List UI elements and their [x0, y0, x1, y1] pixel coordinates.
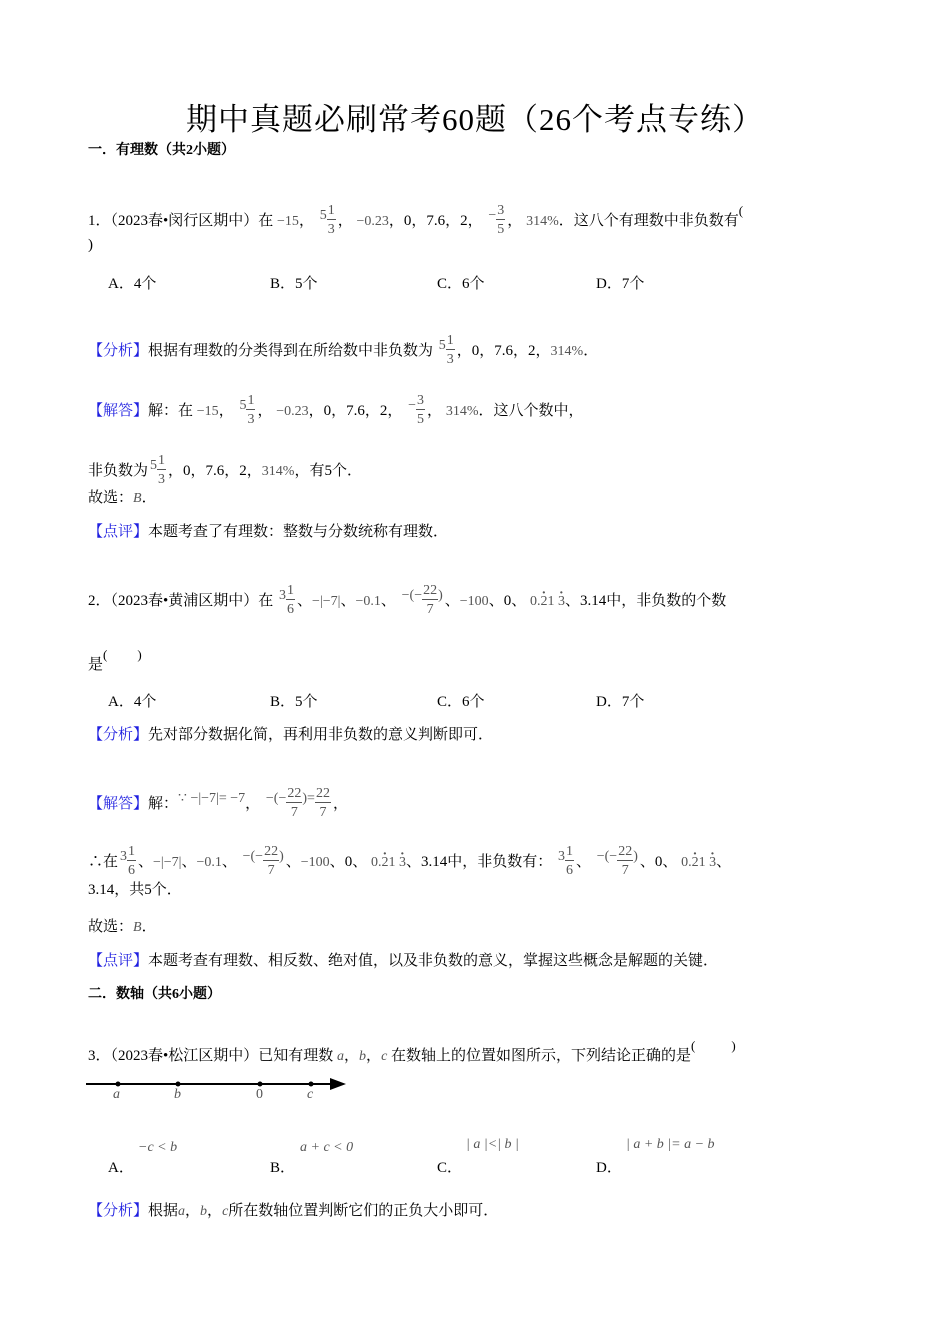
var: a: [337, 1049, 345, 1064]
sep: 、: [564, 593, 580, 609]
math: 314%: [526, 214, 559, 229]
text: 先对部分数据化简，再利用非负数的意义判断即可．: [148, 727, 494, 743]
math: −100: [300, 855, 330, 870]
arrow-icon: [330, 1078, 346, 1090]
var: b: [359, 1049, 367, 1064]
text: 本题考查有理数、相反数、绝对值，以及非负数的意义，掌握这些概念是解题的关键．: [148, 953, 719, 969]
fraction: 3 1 6: [120, 844, 136, 878]
sep: ，: [218, 403, 234, 419]
option-d[interactable]: D．7个: [596, 694, 645, 710]
sep: 、: [340, 593, 356, 609]
section-heading: 二．数轴（共6小题）: [88, 987, 221, 1002]
option-a[interactable]: A．4个: [108, 276, 157, 292]
question-number: 3．: [88, 1048, 111, 1064]
sep: 、: [716, 854, 732, 870]
solution-tag: 【解答】: [88, 796, 149, 812]
sep: 、: [444, 593, 460, 609]
text: 3.14: [420, 854, 448, 870]
math: 314%: [550, 344, 584, 359]
sep: ，: [185, 1203, 201, 1219]
sep: 、: [575, 854, 591, 870]
option-c[interactable]: C．6个: [437, 694, 485, 710]
math: −15: [277, 214, 299, 229]
option-d[interactable]: D．: [596, 1160, 622, 1176]
option-b[interactable]: B．: [270, 1160, 296, 1176]
fraction: 5 1 3: [150, 453, 166, 487]
answer: [88, 917, 157, 938]
sep: 、: [181, 854, 197, 870]
var: b: [200, 1204, 208, 1219]
text: ，0，7.6，2，: [388, 213, 483, 229]
comment: [88, 522, 448, 542]
text: 0: [344, 854, 353, 870]
sep: 、: [297, 593, 313, 609]
fraction: −(− $\frac{22}{7}$ ): [596, 844, 638, 878]
sep: 、: [639, 854, 655, 870]
text: ，有5个．: [294, 463, 362, 479]
var: a: [178, 1204, 186, 1219]
sep: ，: [245, 796, 261, 812]
fraction: −(− $\frac{22}{7}$ ): [242, 844, 284, 878]
option-b[interactable]: B．5个: [270, 276, 318, 292]
axis-label: c: [307, 1087, 314, 1102]
sep: ，: [298, 213, 314, 229]
sep: 、: [380, 593, 396, 609]
fraction: −(− $\frac{22}{7}$ ): [401, 583, 443, 617]
math: −15: [196, 404, 219, 419]
sep: 、: [405, 854, 421, 870]
paren: (: [103, 647, 108, 662]
solution: [88, 785, 348, 823]
fraction: 3 1 6: [557, 844, 573, 878]
option-c[interactable]: C．: [437, 1160, 463, 1176]
solution-tag: 【解答】: [88, 403, 149, 419]
text: 中，非负数有：: [447, 854, 553, 870]
text: 3.14: [579, 593, 607, 609]
math: −0.23: [276, 404, 309, 419]
sep: 、: [285, 854, 301, 870]
option-a[interactable]: A．: [108, 1160, 134, 1176]
answer: [88, 488, 157, 509]
math: −0.23: [356, 214, 389, 229]
sep: 、: [662, 854, 678, 870]
solution-line-2: [88, 452, 362, 490]
section-heading: 一．有理数（共2小题）: [88, 143, 235, 158]
sep: 、: [488, 593, 504, 609]
text: 中，非负数的个数: [606, 593, 727, 609]
solution-line-3: 3.14，共5个．: [88, 882, 182, 898]
math: ∵ −|−7|= −7: [178, 791, 246, 806]
analysis: [88, 725, 493, 745]
repeating-decimal: 0.· 21 · 3: [681, 855, 716, 870]
math: −100: [459, 594, 489, 609]
text: 根据有理数的分类得到在所给数中非负数为: [148, 343, 434, 359]
sep: 、: [511, 593, 527, 609]
fraction: − $\frac{3}{5}$: [408, 393, 425, 427]
sep: 、: [221, 854, 237, 870]
point-0: [258, 1082, 263, 1087]
analysis: [88, 332, 598, 370]
option-d-expr: | a + b |= a − b: [626, 1137, 715, 1152]
option-a-expr: −c < b: [138, 1140, 178, 1155]
text: ，0，7.6，2，: [308, 403, 403, 419]
text: 故选：: [88, 919, 134, 935]
sep: ．: [141, 919, 157, 935]
point-c: [309, 1082, 314, 1087]
point-a: [116, 1082, 121, 1087]
page-title: 期中真题必刷常考60题（26个考点专练）: [186, 102, 764, 137]
option-c[interactable]: C．6个: [437, 276, 485, 292]
fraction: − $\frac{3}{5}$: [488, 203, 505, 237]
text: 是: [88, 657, 104, 673]
repeating-decimal: 0.· 21 · 3: [371, 855, 406, 870]
sep: 、: [352, 854, 368, 870]
option-b[interactable]: B．5个: [270, 694, 318, 710]
sep: ，: [507, 213, 523, 229]
fraction: −(− $\frac{22}{7}$ ) = $\frac{22}{7}$: [265, 786, 330, 820]
math: −|−7|: [153, 855, 182, 870]
text: 在数轴上的位置如图所示，下列结论正确的是: [391, 1048, 692, 1064]
analysis: [88, 1201, 498, 1222]
math: −|−7|: [312, 594, 341, 609]
analysis-tag: 【分析】: [88, 1203, 149, 1219]
sep: 、: [138, 854, 154, 870]
text: 解：: [148, 796, 179, 812]
text: ，0，7.6，2，: [168, 463, 262, 479]
text: ，0，7.6，2，: [456, 343, 551, 359]
sep: ，: [366, 1048, 382, 1064]
text: ．这八个有理数中非负数有: [558, 213, 739, 229]
text: 故选：: [88, 490, 134, 506]
solution: [88, 392, 584, 430]
fraction: 5 1 3: [319, 203, 335, 237]
number-line: [86, 1072, 356, 1112]
text: 0: [503, 593, 512, 609]
sep: ，: [332, 796, 348, 812]
math: 314%: [445, 404, 479, 419]
question-number: 2．: [88, 593, 111, 609]
fraction: 5 1 3: [438, 333, 454, 367]
text: 本题考查了有理数：整数与分数统称有理数．: [148, 524, 449, 540]
sep: ．: [141, 490, 157, 506]
question-source: （2023春•闵行区期中）在: [110, 213, 274, 229]
text: 根据: [148, 1203, 179, 1219]
text: 0: [654, 854, 663, 870]
analysis-tag: 【分析】: [88, 343, 149, 359]
text: 解：在: [148, 403, 194, 419]
text: ∴在: [88, 854, 119, 870]
solution-line-2: [88, 843, 731, 881]
sep: ，: [337, 213, 353, 229]
sep: ，: [257, 403, 273, 419]
question-2: [88, 582, 726, 620]
sep: ，: [427, 403, 443, 419]
question-number: 1．: [88, 213, 111, 229]
question-source: （2023春•松江区期中）已知有理数: [110, 1048, 334, 1064]
var: c: [222, 1204, 229, 1219]
sep: ，: [344, 1048, 360, 1064]
paren: ): [137, 647, 142, 662]
fraction: 3 1 6: [279, 583, 295, 617]
math: −0.1: [355, 594, 381, 609]
point-b: [176, 1082, 181, 1087]
sep: 、: [329, 854, 345, 870]
axis-label: 0: [256, 1087, 263, 1102]
option-a[interactable]: A．4个: [108, 694, 157, 710]
axis-label: a: [113, 1087, 120, 1102]
text: ．这八个数中，: [478, 403, 584, 419]
sep: ．: [583, 343, 599, 359]
paren: ): [731, 1038, 736, 1053]
option-d[interactable]: D．7个: [596, 276, 645, 292]
comment-tag: 【点评】: [88, 524, 149, 540]
var: c: [381, 1049, 388, 1064]
text: 所在数轴位置判断它们的正负大小即可．: [228, 1203, 499, 1219]
question-1: [88, 201, 743, 240]
question-3: [88, 1036, 736, 1067]
paren: (: [738, 203, 744, 218]
question-source: （2023春•黄浦区期中）在: [110, 593, 274, 609]
option-b-expr: a + c < 0: [300, 1140, 354, 1155]
comment-tag: 【点评】: [88, 953, 149, 969]
paren-close: ): [88, 237, 93, 253]
answer-letter: B: [133, 491, 142, 506]
text: 非负数为: [88, 463, 149, 479]
math: 314%: [261, 464, 295, 479]
sep: ，: [207, 1203, 223, 1219]
option-c-expr: | a |<| b |: [466, 1137, 519, 1152]
math: −0.1: [196, 855, 222, 870]
analysis-tag: 【分析】: [88, 727, 149, 743]
question-2-line-2: [88, 645, 142, 675]
axis-label: b: [174, 1087, 181, 1102]
paren: (: [691, 1038, 696, 1053]
comment: [88, 951, 718, 971]
fraction: 5 1 3: [239, 393, 255, 427]
repeating-decimal: 0.· 21 · 3: [530, 594, 565, 609]
answer-letter: B: [133, 920, 142, 935]
